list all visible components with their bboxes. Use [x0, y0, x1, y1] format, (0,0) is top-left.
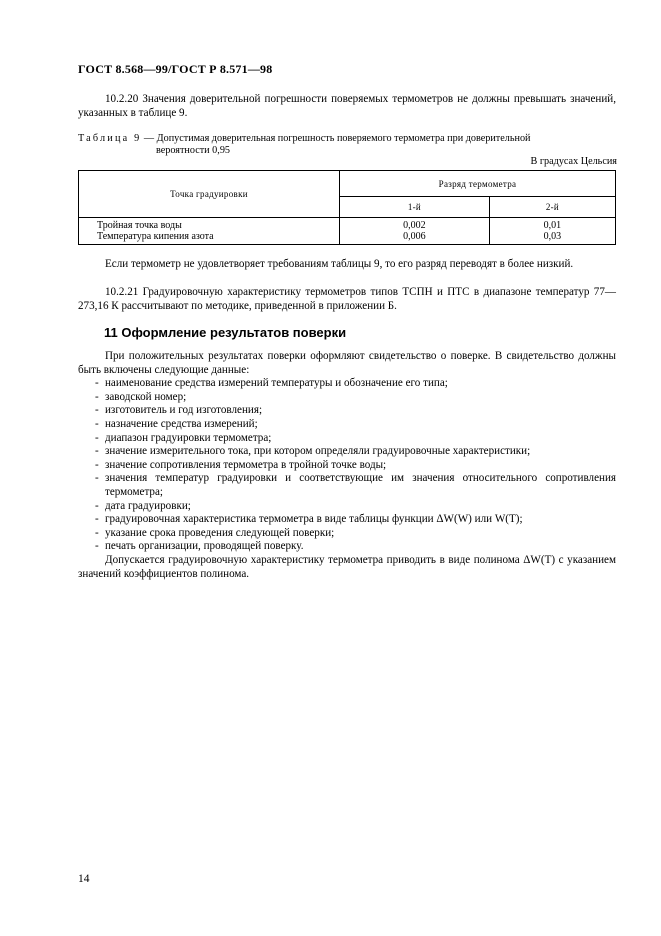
list-item: - заводской номер;	[95, 390, 187, 403]
header-grade-2: 2-й	[489, 197, 615, 218]
paragraph-10-2-21: 10.2.21 Градуировочную характеристику термометров типов ТСПН и ПТС в диапазоне температур 77—273,16 К рассчитывают по методике, приведенной в приложении Б.	[78, 286, 616, 312]
list-item: - печать организации, проводящей поверку.	[95, 540, 304, 553]
paragraph-after-table: Если термометр не удовлетворяет требованиям таблицы 9, то его разряд переводят в более низкий.	[105, 258, 574, 270]
table-value: 0,01	[543, 220, 562, 231]
certificate-items-list	[78, 377, 616, 554]
section-11-title: 11 Оформление результатов поверки	[104, 325, 347, 340]
section-11-closing: Допускается градуировочную характеристику термометра приводить в виде полинома ΔW(T) с указанием значений коэффициентов полинома.	[78, 553, 616, 580]
page-number: 14	[78, 873, 90, 885]
list-item: - изготовитель и год изготовления;	[95, 404, 263, 417]
table-9-caption-text: — Допустимая доверительная погрешность поверяемого термометра при доверительной	[143, 133, 531, 144]
table-row-name: Температура кипения азота	[97, 231, 214, 242]
table-9-unit: В градусах Цельсия	[530, 156, 617, 167]
table-9-caption	[78, 133, 618, 156]
list-item: - значение сопротивления термометра в тройной точке воды;	[95, 458, 387, 471]
header-calibration-point: Точка градуировки	[79, 171, 340, 218]
table-value: 0,03	[543, 231, 562, 242]
list-item: - градуировочная характеристика термометра в виде таблицы функции ΔW(W) или W(T);	[95, 513, 523, 526]
table-cell-grade-1	[340, 218, 490, 245]
list-item: - диапазон градуировки термометра;	[95, 431, 272, 444]
list-item: - указание срока проведения следующей поверки;	[95, 526, 335, 539]
list-item: - значения температур градуировки и соответствующие им значения относительного сопротивления термометра;	[95, 472, 616, 498]
list-item: - значение измерительного тока, при котором определяли градуировочные характеристики;	[95, 445, 531, 458]
list-item: - назначение средства измерений;	[95, 417, 258, 430]
header-thermometer-grade: Разряд термометра	[340, 171, 616, 197]
table-9-caption-label: Таблица 9	[78, 133, 142, 144]
table-value: 0,006	[403, 231, 426, 242]
table-row-name: Тройная точка воды	[97, 220, 182, 231]
table-value: 0,002	[403, 220, 426, 231]
section-11-intro: При положительных результатах поверки оформляют свидетельство о поверке. В свидетельство должны быть включены следующие данные:	[78, 350, 616, 376]
header-grade-1: 1-й	[340, 197, 490, 218]
table-9-caption-continuation: вероятности 0,95	[156, 144, 231, 156]
table-9	[78, 170, 616, 245]
paragraph-10-2-20: 10.2.20 Значения доверительной погрешности поверяемых термометров не должны превышать значений, указанных в таблице 9.	[78, 93, 616, 119]
table-cell-points	[79, 218, 340, 245]
document-header: ГОСТ 8.568—99/ГОСТ Р 8.571—98	[78, 62, 273, 76]
section-11-body	[78, 350, 616, 581]
table-cell-grade-2	[489, 218, 615, 245]
list-item: - наименование средства измерений температуры и обозначение его типа;	[95, 377, 448, 390]
list-item: - дата градуировки;	[95, 499, 191, 512]
